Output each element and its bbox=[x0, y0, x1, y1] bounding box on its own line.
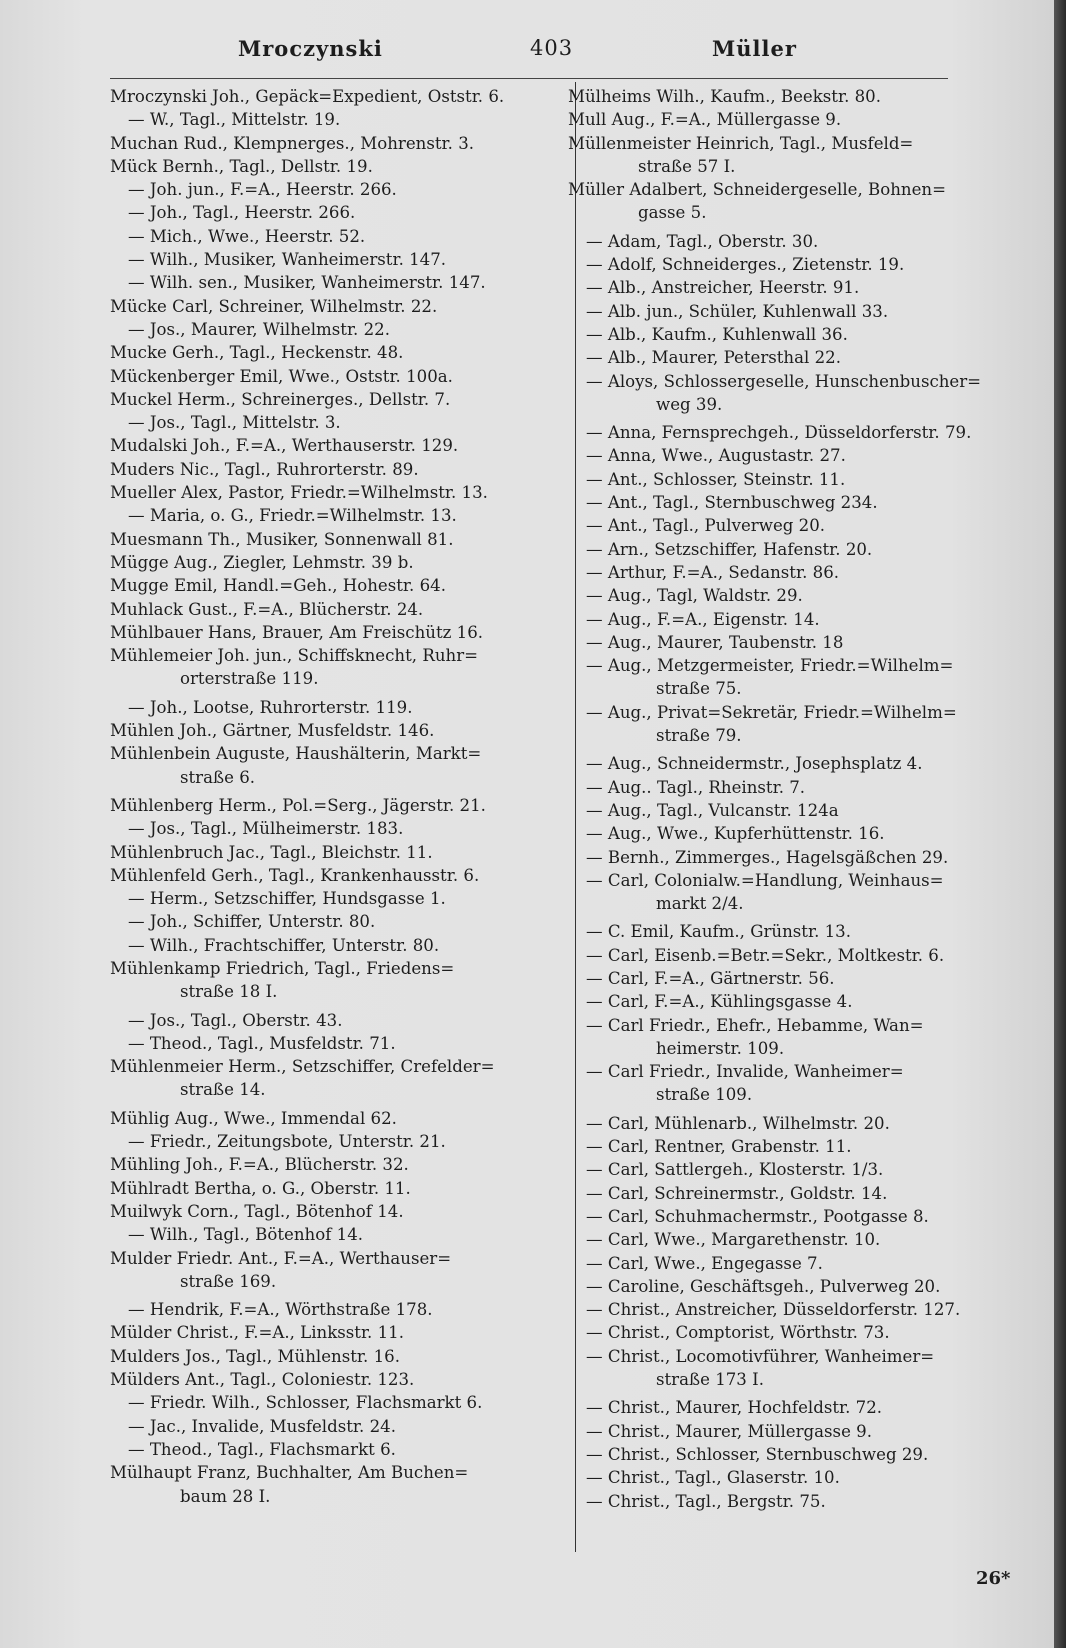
directory-entry bbox=[110, 341, 565, 364]
entry-text: — Carl, Sattlergeh., Klosterstr. 1/3. bbox=[586, 1160, 884, 1180]
entry-continuation: weg 39. bbox=[656, 394, 723, 414]
directory-entry bbox=[110, 1177, 565, 1200]
directory-entry bbox=[110, 621, 565, 644]
directory-entry bbox=[568, 370, 1008, 417]
entry-text: — Aug., Metzgermeister, Friedr.=Wilhelm= bbox=[586, 656, 954, 676]
entry-text: — Aug., Privat=Sekretär, Friedr.=Wilhelm= bbox=[586, 702, 957, 722]
directory-entry bbox=[110, 365, 565, 388]
entry-text: Mroczynski Joh., Gepäck=Expedient, Oststr. 6. bbox=[110, 87, 505, 106]
directory-entry bbox=[110, 598, 565, 621]
entry-text: — Arthur, F.=A., Sedanstr. 86. bbox=[586, 562, 840, 582]
entry-continuation: straße 109. bbox=[656, 1085, 753, 1105]
entry-text: — Aug., Schneidermstr., Josephsplatz 4. bbox=[586, 754, 923, 774]
entry-text: — Alb. jun., Schüler, Kuhlenwall 33. bbox=[586, 301, 889, 321]
directory-entry bbox=[568, 920, 1008, 943]
entry-text: Muders Nic., Tagl., Ruhrorterstr. 89. bbox=[110, 459, 419, 479]
entry-text: — Joh. jun., F.=A., Heerstr. 266. bbox=[128, 180, 397, 200]
directory-entry bbox=[568, 1321, 1008, 1344]
directory-entry bbox=[110, 108, 565, 131]
entry-text: Muckel Herm., Schreinerges., Dellstr. 7. bbox=[110, 389, 451, 409]
entry-text: — Theod., Tagl., Flachsmarkt 6. bbox=[128, 1439, 396, 1459]
directory-entry bbox=[110, 1107, 565, 1130]
directory-entry bbox=[568, 85, 1008, 108]
directory-entry bbox=[568, 654, 1008, 701]
entry-text: — Anna, Wwe., Augustastr. 27. bbox=[586, 446, 846, 466]
directory-entry bbox=[110, 318, 565, 341]
entry-text: Mühlenbruch Jac., Tagl., Bleichstr. 11. bbox=[110, 842, 433, 862]
directory-entry bbox=[568, 538, 1008, 561]
directory-entry bbox=[568, 276, 1008, 299]
entry-text: — Carl Friedr., Invalide, Wanheimer= bbox=[586, 1062, 904, 1082]
entry-text: — Aug., Tagl, Waldstr. 29. bbox=[586, 586, 803, 606]
directory-entry bbox=[568, 846, 1008, 869]
entry-text: — Joh., Schiffer, Unterstr. 80. bbox=[128, 912, 376, 932]
directory-entry bbox=[568, 990, 1008, 1013]
directory-entry bbox=[110, 1009, 565, 1032]
directory-entry bbox=[110, 934, 565, 957]
directory-entry bbox=[110, 574, 565, 597]
entry-text: Mühlen Joh., Gärtner, Musfeldstr. 146. bbox=[110, 721, 435, 741]
entry-text: Müllenmeister Heinrich, Tagl., Musfeld= bbox=[568, 133, 914, 153]
entry-text: — Aug., Tagl., Vulcanstr. 124a bbox=[586, 800, 839, 820]
directory-entry bbox=[110, 864, 565, 887]
directory-entry bbox=[568, 132, 1008, 179]
entry-text: — Maria, o. G., Friedr.=Wilhelmstr. 13. bbox=[128, 506, 457, 526]
directory-entry bbox=[110, 225, 565, 248]
entry-continuation: straße 173 I. bbox=[656, 1370, 764, 1390]
entry-text: — Wilh. sen., Musiker, Wanheimerstr. 147. bbox=[128, 273, 486, 293]
entry-text: — Christ., Anstreicher, Düsseldorferstr. 127. bbox=[586, 1300, 961, 1320]
directory-entry bbox=[110, 1247, 565, 1294]
page-number: 403 bbox=[530, 36, 574, 60]
entry-text: — Carl, F.=A., Kühlingsgasse 4. bbox=[586, 992, 853, 1012]
entry-text: Muhlack Gust., F.=A., Blücherstr. 24. bbox=[110, 599, 424, 619]
entry-text: Mugge Emil, Handl.=Geh., Hohestr. 64. bbox=[110, 576, 446, 596]
entry-continuation: heimerstr. 109. bbox=[656, 1038, 785, 1058]
entry-text: — Christ., Comptorist, Wörthstr. 73. bbox=[586, 1323, 890, 1343]
directory-entry bbox=[568, 108, 1008, 131]
entry-text: — Bernh., Zimmerges., Hagelsgäßchen 29. bbox=[586, 847, 949, 867]
entry-text: — Alb., Kaufm., Kuhlenwall 36. bbox=[586, 324, 848, 344]
directory-entry bbox=[568, 230, 1008, 253]
entry-text: Mull Aug., F.=A., Müllergasse 9. bbox=[568, 110, 842, 130]
entry-text: — Carl Friedr., Ehefr., Hebamme, Wan= bbox=[586, 1015, 924, 1035]
directory-entry bbox=[110, 1055, 565, 1102]
entry-text: Mühlig Aug., Wwe., Immendal 62. bbox=[110, 1108, 397, 1128]
directory-entry bbox=[568, 323, 1008, 346]
entry-text: — Christ., Tagl., Bergstr. 75. bbox=[586, 1491, 826, 1511]
directory-entry bbox=[568, 1112, 1008, 1135]
entry-text: — Alb., Maurer, Petersthal 22. bbox=[586, 348, 841, 368]
directory-entry bbox=[568, 1158, 1008, 1181]
directory-entry bbox=[110, 957, 565, 1004]
header-left-keyword: Mroczynski bbox=[238, 36, 383, 61]
directory-entry bbox=[568, 421, 1008, 444]
entry-text: — Christ., Maurer, Hochfeldstr. 72. bbox=[586, 1398, 883, 1418]
entry-text: — Friedr., Zeitungsbote, Unterstr. 21. bbox=[128, 1132, 446, 1152]
directory-entry bbox=[110, 1368, 565, 1391]
entry-continuation: straße 6. bbox=[180, 767, 256, 787]
directory-entry bbox=[110, 887, 565, 910]
directory-entry bbox=[110, 178, 565, 201]
directory-entry bbox=[110, 271, 565, 294]
directory-entry bbox=[110, 841, 565, 864]
entry-text: Mülder Christ., F.=A., Linksstr. 11. bbox=[110, 1323, 404, 1343]
entry-continuation: straße 18 I. bbox=[180, 982, 278, 1002]
directory-entry bbox=[110, 1345, 565, 1368]
directory-entry bbox=[568, 346, 1008, 369]
entry-text: — W., Tagl., Mittelstr. 19. bbox=[128, 110, 341, 130]
directory-entry bbox=[568, 776, 1008, 799]
entry-text: Mücke Carl, Schreiner, Wilhelmstr. 22. bbox=[110, 296, 438, 316]
entry-text: Muchan Rud., Klempnerges., Mohrenstr. 3. bbox=[110, 133, 475, 153]
entry-text: Mück Bernh., Tagl., Dellstr. 19. bbox=[110, 156, 373, 176]
directory-entry bbox=[110, 155, 565, 178]
directory-entry bbox=[110, 696, 565, 719]
sheet-signature: 26* bbox=[976, 1568, 1011, 1589]
entry-continuation: gasse 5. bbox=[638, 203, 707, 223]
page-edge bbox=[1054, 0, 1066, 1648]
directory-entry bbox=[568, 1396, 1008, 1419]
directory-entry bbox=[568, 799, 1008, 822]
header-rule bbox=[110, 78, 948, 79]
entry-text: Mühlradt Bertha, o. G., Oberstr. 11. bbox=[110, 1178, 411, 1198]
entry-text: — Christ., Tagl., Glaserstr. 10. bbox=[586, 1468, 840, 1488]
entry-text: Mudalski Joh., F.=A., Werthauserstr. 129. bbox=[110, 436, 459, 456]
entry-text: — Hendrik, F.=A., Wörthstraße 178. bbox=[128, 1300, 433, 1320]
directory-entry bbox=[110, 504, 565, 527]
entry-text: — Christ., Locomotivführer, Wanheimer= bbox=[586, 1346, 935, 1366]
entry-text: — C. Emil, Kaufm., Grünstr. 13. bbox=[586, 922, 852, 942]
directory-entry bbox=[568, 491, 1008, 514]
entry-text: Mülders Ant., Tagl., Coloniestr. 123. bbox=[110, 1370, 415, 1390]
directory-entry bbox=[568, 1443, 1008, 1466]
directory-entry bbox=[110, 551, 565, 574]
directory-entry bbox=[110, 295, 565, 318]
directory-entry bbox=[110, 201, 565, 224]
entry-text: Mühlenbein Auguste, Haushälterin, Markt= bbox=[110, 744, 482, 764]
directory-entry bbox=[568, 561, 1008, 584]
directory-entry bbox=[110, 528, 565, 551]
entry-text: — Wilh., Frachtschiffer, Unterstr. 80. bbox=[128, 935, 440, 955]
entry-text: Mühlenkamp Friedrich, Tagl., Friedens= bbox=[110, 958, 455, 978]
left-column bbox=[110, 85, 565, 1508]
entry-text: — Jac., Invalide, Musfeldstr. 24. bbox=[128, 1416, 396, 1436]
directory-entry bbox=[110, 388, 565, 411]
directory-entry bbox=[568, 967, 1008, 990]
entry-text: — Friedr. Wilh., Schlosser, Flachsmarkt 6. bbox=[128, 1393, 483, 1413]
entry-text: — Anna, Fernsprechgeh., Düsseldorferstr. 79. bbox=[586, 423, 972, 443]
directory-entry bbox=[110, 1391, 565, 1414]
entry-text: Mucke Gerh., Tagl., Heckenstr. 48. bbox=[110, 343, 404, 363]
entry-text: Mülheims Wilh., Kaufm., Beekstr. 80. bbox=[568, 87, 882, 106]
entry-text: — Carl, Wwe., Engegasse 7. bbox=[586, 1253, 823, 1273]
entry-text: Mülhaupt Franz, Buchhalter, Am Buchen= bbox=[110, 1463, 469, 1483]
entry-text: — Adolf, Schneiderges., Zietenstr. 19. bbox=[586, 255, 905, 275]
directory-entry bbox=[110, 742, 565, 789]
entry-continuation: straße 75. bbox=[656, 679, 742, 699]
directory-entry bbox=[568, 822, 1008, 845]
entry-text: — Arn., Setzschiffer, Hafenstr. 20. bbox=[586, 539, 873, 559]
directory-entry bbox=[110, 1461, 565, 1508]
directory-entry bbox=[568, 1014, 1008, 1061]
directory-entry bbox=[568, 608, 1008, 631]
directory-entry bbox=[568, 944, 1008, 967]
directory-entry bbox=[110, 1032, 565, 1055]
entry-text: Mügge Aug., Ziegler, Lehmstr. 39 b. bbox=[110, 552, 414, 572]
entry-text: Mühlenmeier Herm., Setzschiffer, Crefelder= bbox=[110, 1057, 495, 1077]
directory-entry bbox=[568, 752, 1008, 775]
entry-text: — Aug., Maurer, Taubenstr. 18 bbox=[586, 632, 844, 652]
entry-text: — Carl, Eisenb.=Betr.=Sekr., Moltkestr. 6. bbox=[586, 945, 945, 965]
entry-text: — Joh., Tagl., Heerstr. 266. bbox=[128, 203, 356, 223]
entry-text: Mückenberger Emil, Wwe., Oststr. 100a. bbox=[110, 366, 453, 386]
directory-entry bbox=[568, 1205, 1008, 1228]
entry-text: — Ant., Tagl., Pulverweg 20. bbox=[586, 516, 826, 536]
entry-text: — Jos., Tagl., Mülheimerstr. 183. bbox=[128, 819, 404, 839]
entry-text: — Carl, Colonialw.=Handlung, Weinhaus= bbox=[586, 870, 944, 890]
directory-entry bbox=[110, 1415, 565, 1438]
entry-text: Mulder Friedr. Ant., F.=A., Werthauser= bbox=[110, 1248, 452, 1268]
entry-text: — Jos., Tagl., Oberstr. 43. bbox=[128, 1010, 343, 1030]
entry-text: Muesmann Th., Musiker, Sonnenwall 81. bbox=[110, 529, 454, 549]
entry-text: — Aug., F.=A., Eigenstr. 14. bbox=[586, 609, 820, 629]
entry-text: — Mich., Wwe., Heerstr. 52. bbox=[128, 226, 366, 246]
directory-entry bbox=[568, 1298, 1008, 1321]
entry-text: — Christ., Maurer, Müllergasse 9. bbox=[586, 1421, 872, 1441]
entry-text: Mühlenfeld Gerh., Tagl., Krankenhausstr. 6. bbox=[110, 865, 480, 885]
entry-text: — Carl, F.=A., Gärtnerstr. 56. bbox=[586, 968, 835, 988]
directory-entry bbox=[110, 132, 565, 155]
directory-entry bbox=[568, 1060, 1008, 1107]
entry-text: — Carl, Mühlenarb., Wilhelmstr. 20. bbox=[586, 1113, 890, 1133]
entry-text: — Christ., Schlosser, Sternbuschweg 29. bbox=[586, 1444, 929, 1464]
entry-text: — Ant., Tagl., Sternbuschweg 234. bbox=[586, 493, 878, 513]
entry-text: — Wilh., Tagl., Bötenhof 14. bbox=[128, 1225, 364, 1245]
entry-text: Mueller Alex, Pastor, Friedr.=Wilhelmstr. 13. bbox=[110, 483, 488, 503]
directory-entry bbox=[110, 481, 565, 504]
entry-text: Müller Adalbert, Schneidergeselle, Bohnen= bbox=[568, 180, 946, 200]
directory-entry bbox=[110, 1298, 565, 1321]
entry-continuation: straße 79. bbox=[656, 726, 742, 746]
entry-continuation: markt 2/4. bbox=[656, 894, 744, 914]
entry-text: — Aug., Wwe., Kupferhüttenstr. 16. bbox=[586, 824, 885, 844]
directory-entry bbox=[568, 1135, 1008, 1158]
directory-entry bbox=[110, 248, 565, 271]
directory-entry bbox=[568, 631, 1008, 654]
directory-entry bbox=[568, 1466, 1008, 1489]
directory-entry bbox=[568, 701, 1008, 748]
directory-entry bbox=[110, 817, 565, 840]
entry-text: — Carl, Schreinermstr., Goldstr. 14. bbox=[586, 1183, 888, 1203]
entry-text: — Ant., Schlosser, Steinstr. 11. bbox=[586, 469, 846, 489]
entry-text: Mulders Jos., Tagl., Mühlenstr. 16. bbox=[110, 1346, 400, 1366]
entry-text: — Adam, Tagl., Oberstr. 30. bbox=[586, 231, 819, 251]
entry-text: — Wilh., Musiker, Wanheimerstr. 147. bbox=[128, 250, 447, 270]
entry-continuation: straße 169. bbox=[180, 1271, 277, 1291]
entry-text: Mühlemeier Joh. jun., Schiffsknecht, Ruhr= bbox=[110, 646, 479, 666]
entry-continuation: baum 28 I. bbox=[180, 1486, 271, 1506]
directory-entry bbox=[110, 1321, 565, 1344]
directory-entry bbox=[110, 1130, 565, 1153]
header-right-keyword: Müller bbox=[712, 36, 797, 61]
entry-text: — Alb., Anstreicher, Heerstr. 91. bbox=[586, 278, 860, 298]
entry-text: — Aug.. Tagl., Rheinstr. 7. bbox=[586, 777, 806, 797]
directory-entry bbox=[568, 1345, 1008, 1392]
entry-text: — Herm., Setzschiffer, Hundsgasse 1. bbox=[128, 889, 446, 909]
entry-continuation: straße 57 I. bbox=[638, 156, 736, 176]
directory-entry bbox=[568, 468, 1008, 491]
directory-entry bbox=[568, 1490, 1008, 1513]
page-header bbox=[110, 36, 810, 66]
directory-entry bbox=[110, 644, 565, 691]
directory-entry bbox=[568, 444, 1008, 467]
directory-entry bbox=[110, 1153, 565, 1176]
entry-continuation: straße 14. bbox=[180, 1080, 266, 1100]
directory-entry bbox=[568, 253, 1008, 276]
directory-entry bbox=[568, 584, 1008, 607]
entry-text: Mühlbauer Hans, Brauer, Am Freischütz 16. bbox=[110, 622, 484, 642]
directory-entry bbox=[568, 869, 1008, 916]
directory-entry bbox=[568, 1275, 1008, 1298]
directory-entry bbox=[568, 1252, 1008, 1275]
right-column bbox=[568, 85, 1008, 1513]
entry-text: — Joh., Lootse, Ruhrorterstr. 119. bbox=[128, 697, 413, 717]
entry-text: — Aloys, Schlossergeselle, Hunschenbuscher= bbox=[586, 371, 982, 391]
directory-entry bbox=[110, 794, 565, 817]
directory-entry bbox=[110, 85, 565, 108]
entry-text: Mühling Joh., F.=A., Blücherstr. 32. bbox=[110, 1155, 409, 1175]
entry-text: — Carl, Wwe., Margarethenstr. 10. bbox=[586, 1230, 881, 1250]
directory-entry bbox=[110, 1200, 565, 1223]
directory-entry bbox=[110, 458, 565, 481]
directory-entry bbox=[568, 178, 1008, 225]
directory-entry bbox=[110, 719, 565, 742]
entry-continuation: orterstraße 119. bbox=[180, 669, 319, 689]
directory-entry bbox=[568, 1182, 1008, 1205]
entry-text: — Jos., Tagl., Mittelstr. 3. bbox=[128, 413, 341, 433]
directory-entry bbox=[568, 300, 1008, 323]
entry-text: Mühlenberg Herm., Pol.=Serg., Jägerstr. 21. bbox=[110, 795, 486, 815]
entry-text: — Carl, Schuhmachermstr., Pootgasse 8. bbox=[586, 1206, 929, 1226]
directory-entry bbox=[110, 1438, 565, 1461]
directory-entry bbox=[110, 411, 565, 434]
entry-text: — Jos., Maurer, Wilhelmstr. 22. bbox=[128, 319, 390, 339]
directory-entry bbox=[568, 1228, 1008, 1251]
directory-entry bbox=[110, 910, 565, 933]
directory-entry bbox=[110, 1223, 565, 1246]
entry-text: — Caroline, Geschäftsgeh., Pulverweg 20. bbox=[586, 1276, 941, 1296]
entry-text: — Carl, Rentner, Grabenstr. 11. bbox=[586, 1137, 852, 1157]
directory-entry bbox=[568, 514, 1008, 537]
entry-text: Muilwyk Corn., Tagl., Bötenhof 14. bbox=[110, 1201, 404, 1221]
directory-entry bbox=[110, 434, 565, 457]
entry-text: — Theod., Tagl., Musfeldstr. 71. bbox=[128, 1033, 396, 1053]
directory-entry bbox=[568, 1420, 1008, 1443]
